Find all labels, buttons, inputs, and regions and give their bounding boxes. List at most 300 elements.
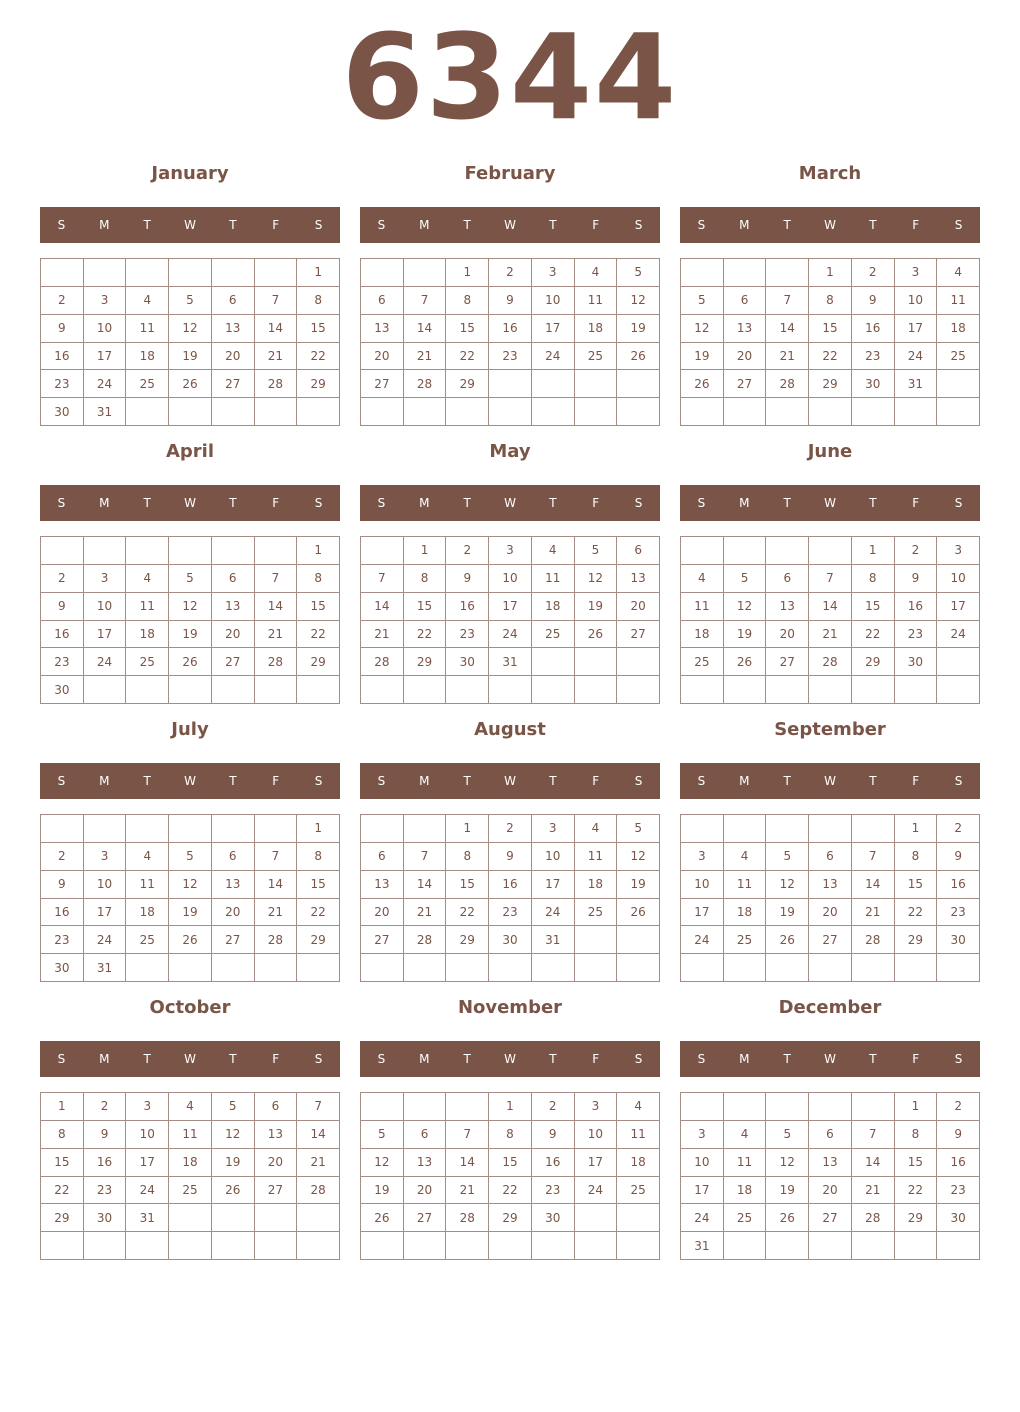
empty-cell <box>446 676 489 704</box>
empty-cell <box>489 676 532 704</box>
weekday-label: T <box>783 218 791 232</box>
weekday-label: W <box>504 496 516 510</box>
day-cell: 10 <box>681 1149 724 1177</box>
day-cell: 12 <box>766 871 809 899</box>
day-cell: 9 <box>532 1121 575 1149</box>
empty-cell <box>766 259 809 287</box>
empty-cell <box>681 259 724 287</box>
weekday-label: T <box>143 1052 151 1066</box>
day-cell: 3 <box>84 287 127 315</box>
day-cell: 26 <box>169 370 212 398</box>
day-cell: 13 <box>617 565 660 593</box>
weekday-label: T <box>783 496 791 510</box>
month-name: July <box>171 719 209 740</box>
empty-cell <box>126 815 169 843</box>
day-cell: 15 <box>404 593 447 621</box>
year-title: 6344 <box>341 8 679 146</box>
day-cell: 22 <box>297 899 340 927</box>
day-cell: 7 <box>297 1093 340 1121</box>
day-cell: 29 <box>895 926 938 954</box>
weekday-label: W <box>504 218 516 232</box>
empty-cell <box>404 954 447 982</box>
day-cell: 31 <box>489 648 532 676</box>
day-cell: 6 <box>255 1093 298 1121</box>
day-cell: 17 <box>84 899 127 927</box>
day-cell: 14 <box>255 871 298 899</box>
weekday-label: W <box>824 1052 836 1066</box>
weekday-header <box>680 1041 980 1077</box>
empty-cell <box>297 954 340 982</box>
day-cell: 27 <box>766 648 809 676</box>
day-cell: 4 <box>126 287 169 315</box>
day-cell: 8 <box>446 843 489 871</box>
empty-cell <box>766 954 809 982</box>
day-cell: 24 <box>489 621 532 649</box>
month-name: October <box>149 997 231 1018</box>
weekday-label: W <box>184 218 196 232</box>
day-cell: 16 <box>937 871 980 899</box>
empty-cell <box>361 1093 404 1121</box>
day-cell: 4 <box>126 565 169 593</box>
day-cell: 17 <box>895 315 938 343</box>
weekday-label: T <box>869 1052 877 1066</box>
day-cell: 9 <box>41 593 84 621</box>
empty-cell <box>489 370 532 398</box>
day-cell: 28 <box>297 1177 340 1205</box>
weekday-label: W <box>824 218 836 232</box>
weekday-label: S <box>314 218 323 232</box>
day-cell: 8 <box>809 287 852 315</box>
empty-cell <box>809 954 852 982</box>
weekday-label: S <box>954 774 963 788</box>
empty-cell <box>724 954 767 982</box>
empty-cell <box>255 398 298 426</box>
day-cell: 14 <box>404 315 447 343</box>
day-cell: 1 <box>297 815 340 843</box>
day-cell: 4 <box>617 1093 660 1121</box>
day-cell: 4 <box>169 1093 212 1121</box>
weekday-label: S <box>57 496 66 510</box>
day-cell: 17 <box>681 1177 724 1205</box>
day-cell: 26 <box>766 1204 809 1232</box>
day-cell: 5 <box>617 815 660 843</box>
empty-cell <box>895 1232 938 1260</box>
empty-cell <box>212 1204 255 1232</box>
day-cell: 31 <box>532 926 575 954</box>
weekday-header <box>40 485 340 521</box>
day-cell: 17 <box>84 621 127 649</box>
day-cell: 11 <box>575 287 618 315</box>
day-cell: 15 <box>297 871 340 899</box>
day-cell: 12 <box>169 871 212 899</box>
day-cell: 6 <box>212 843 255 871</box>
day-cell: 18 <box>126 621 169 649</box>
day-cell: 4 <box>575 259 618 287</box>
weekday-label: F <box>272 218 280 232</box>
weekday-label: S <box>634 218 643 232</box>
day-cell: 10 <box>681 871 724 899</box>
day-cell: 17 <box>489 593 532 621</box>
day-cell: 2 <box>937 1093 980 1121</box>
day-cell: 30 <box>41 398 84 426</box>
day-cell: 21 <box>255 899 298 927</box>
weekday-label: S <box>314 1052 323 1066</box>
weekday-header <box>40 763 340 799</box>
empty-cell <box>361 676 404 704</box>
day-cell: 26 <box>766 926 809 954</box>
day-cell: 23 <box>489 343 532 371</box>
empty-cell <box>169 815 212 843</box>
day-cell: 1 <box>446 815 489 843</box>
day-cell: 2 <box>895 537 938 565</box>
empty-cell <box>404 1232 447 1260</box>
day-cell: 7 <box>446 1121 489 1149</box>
day-cell: 25 <box>126 370 169 398</box>
day-cell: 23 <box>41 926 84 954</box>
day-cell: 3 <box>575 1093 618 1121</box>
day-cell: 3 <box>681 843 724 871</box>
empty-cell <box>617 926 660 954</box>
weekday-label: M <box>419 496 430 510</box>
day-cell: 22 <box>446 899 489 927</box>
day-cell: 3 <box>84 843 127 871</box>
weekday-label: T <box>229 1052 237 1066</box>
day-cell: 29 <box>895 1204 938 1232</box>
day-cell: 4 <box>724 1121 767 1149</box>
day-cell: 3 <box>84 565 127 593</box>
day-cell: 27 <box>212 648 255 676</box>
day-cell: 18 <box>724 899 767 927</box>
day-cell: 25 <box>126 926 169 954</box>
weekday-label: F <box>272 496 280 510</box>
day-cell: 12 <box>766 1149 809 1177</box>
day-cell: 17 <box>532 871 575 899</box>
day-cell: 15 <box>297 593 340 621</box>
empty-cell <box>809 676 852 704</box>
day-cell: 31 <box>84 954 127 982</box>
day-cell: 31 <box>126 1204 169 1232</box>
empty-cell <box>681 398 724 426</box>
day-cell: 28 <box>404 370 447 398</box>
day-cell: 13 <box>809 1149 852 1177</box>
day-cell: 28 <box>852 926 895 954</box>
empty-cell <box>809 1093 852 1121</box>
day-cell: 28 <box>852 1204 895 1232</box>
day-grid <box>40 1092 340 1260</box>
day-cell: 28 <box>809 648 852 676</box>
weekday-header <box>360 485 660 521</box>
day-cell: 14 <box>809 593 852 621</box>
day-cell: 20 <box>255 1149 298 1177</box>
day-cell: 20 <box>212 621 255 649</box>
day-cell: 23 <box>937 1177 980 1205</box>
day-cell: 20 <box>809 899 852 927</box>
day-cell: 7 <box>255 287 298 315</box>
day-cell: 13 <box>212 315 255 343</box>
day-cell: 24 <box>681 1204 724 1232</box>
empty-cell <box>255 1232 298 1260</box>
empty-cell <box>575 398 618 426</box>
weekday-label: M <box>739 774 750 788</box>
weekday-label: S <box>377 774 386 788</box>
day-cell: 7 <box>255 565 298 593</box>
day-cell: 15 <box>895 1149 938 1177</box>
day-cell: 3 <box>937 537 980 565</box>
empty-cell <box>41 815 84 843</box>
day-cell: 18 <box>617 1149 660 1177</box>
empty-cell <box>126 537 169 565</box>
day-cell: 19 <box>766 899 809 927</box>
day-cell: 30 <box>937 926 980 954</box>
month-name: August <box>474 719 546 740</box>
day-cell: 31 <box>84 398 127 426</box>
day-cell: 15 <box>895 871 938 899</box>
day-cell: 24 <box>575 1177 618 1205</box>
day-cell: 14 <box>446 1149 489 1177</box>
day-cell: 25 <box>724 1204 767 1232</box>
day-cell: 22 <box>404 621 447 649</box>
weekday-header <box>680 207 980 243</box>
day-cell: 25 <box>575 899 618 927</box>
day-grid <box>360 814 660 982</box>
empty-cell <box>169 1204 212 1232</box>
day-cell: 30 <box>41 954 84 982</box>
weekday-label: T <box>869 774 877 788</box>
empty-cell <box>297 398 340 426</box>
weekday-label: S <box>697 496 706 510</box>
day-cell: 27 <box>617 621 660 649</box>
day-cell: 24 <box>681 926 724 954</box>
day-cell: 19 <box>169 343 212 371</box>
day-cell: 22 <box>41 1177 84 1205</box>
day-cell: 23 <box>84 1177 127 1205</box>
empty-cell <box>404 1093 447 1121</box>
day-cell: 16 <box>41 621 84 649</box>
day-cell: 18 <box>681 621 724 649</box>
weekday-label: S <box>697 1052 706 1066</box>
empty-cell <box>681 815 724 843</box>
day-cell: 14 <box>255 593 298 621</box>
day-cell: 12 <box>724 593 767 621</box>
weekday-label: F <box>272 774 280 788</box>
day-cell: 19 <box>724 621 767 649</box>
day-grid <box>360 258 660 426</box>
empty-cell <box>852 954 895 982</box>
day-cell: 19 <box>681 343 724 371</box>
weekday-label: T <box>229 496 237 510</box>
day-grid <box>40 258 340 426</box>
day-cell: 6 <box>724 287 767 315</box>
day-cell: 8 <box>895 843 938 871</box>
weekday-label: M <box>739 496 750 510</box>
day-cell: 29 <box>404 648 447 676</box>
empty-cell <box>766 815 809 843</box>
day-cell: 10 <box>126 1121 169 1149</box>
day-cell: 1 <box>489 1093 532 1121</box>
day-grid <box>680 536 980 704</box>
empty-cell <box>126 676 169 704</box>
day-cell: 8 <box>297 287 340 315</box>
empty-cell <box>361 815 404 843</box>
day-cell: 18 <box>724 1177 767 1205</box>
empty-cell <box>681 954 724 982</box>
empty-cell <box>724 259 767 287</box>
day-cell: 17 <box>84 343 127 371</box>
weekday-label: S <box>57 1052 66 1066</box>
day-cell: 7 <box>809 565 852 593</box>
empty-cell <box>724 676 767 704</box>
weekday-label: W <box>504 1052 516 1066</box>
empty-cell <box>361 537 404 565</box>
empty-cell <box>255 259 298 287</box>
day-cell: 8 <box>489 1121 532 1149</box>
empty-cell <box>446 1093 489 1121</box>
empty-cell <box>212 1232 255 1260</box>
empty-cell <box>169 259 212 287</box>
day-cell: 8 <box>446 287 489 315</box>
day-cell: 11 <box>937 287 980 315</box>
day-cell: 2 <box>41 565 84 593</box>
empty-cell <box>532 1232 575 1260</box>
day-cell: 29 <box>489 1204 532 1232</box>
day-cell: 21 <box>361 621 404 649</box>
empty-cell <box>212 815 255 843</box>
day-cell: 29 <box>297 926 340 954</box>
day-cell: 11 <box>724 1149 767 1177</box>
day-cell: 5 <box>724 565 767 593</box>
empty-cell <box>212 398 255 426</box>
day-cell: 11 <box>724 871 767 899</box>
day-cell: 25 <box>724 926 767 954</box>
empty-cell <box>297 1204 340 1232</box>
day-cell: 19 <box>575 593 618 621</box>
day-cell: 13 <box>404 1149 447 1177</box>
empty-cell <box>297 1232 340 1260</box>
day-cell: 11 <box>681 593 724 621</box>
day-cell: 17 <box>937 593 980 621</box>
month-name: March <box>798 163 862 184</box>
day-cell: 24 <box>84 370 127 398</box>
day-cell: 15 <box>809 315 852 343</box>
day-cell: 16 <box>489 315 532 343</box>
day-cell: 8 <box>297 843 340 871</box>
day-cell: 30 <box>41 676 84 704</box>
empty-cell <box>532 648 575 676</box>
weekday-label: T <box>229 218 237 232</box>
day-cell: 14 <box>255 315 298 343</box>
day-cell: 19 <box>766 1177 809 1205</box>
weekday-label: S <box>377 496 386 510</box>
day-cell: 28 <box>404 926 447 954</box>
day-cell: 13 <box>361 871 404 899</box>
day-cell: 22 <box>852 621 895 649</box>
weekday-label: M <box>739 1052 750 1066</box>
day-cell: 12 <box>617 287 660 315</box>
empty-cell <box>575 676 618 704</box>
day-cell: 13 <box>212 593 255 621</box>
weekday-label: F <box>592 774 600 788</box>
day-cell: 14 <box>852 1149 895 1177</box>
day-cell: 5 <box>169 565 212 593</box>
weekday-label: S <box>314 774 323 788</box>
day-cell: 24 <box>84 648 127 676</box>
day-cell: 26 <box>617 343 660 371</box>
day-cell: 23 <box>41 370 84 398</box>
day-cell: 18 <box>126 899 169 927</box>
weekday-label: M <box>99 774 110 788</box>
weekday-label: S <box>377 1052 386 1066</box>
empty-cell <box>404 259 447 287</box>
day-cell: 5 <box>169 843 212 871</box>
weekday-label: W <box>824 496 836 510</box>
day-cell: 11 <box>126 315 169 343</box>
day-cell: 27 <box>212 926 255 954</box>
day-cell: 29 <box>809 370 852 398</box>
empty-cell <box>169 676 212 704</box>
day-cell: 4 <box>724 843 767 871</box>
day-cell: 7 <box>766 287 809 315</box>
weekday-label: M <box>99 218 110 232</box>
day-cell: 13 <box>809 871 852 899</box>
weekday-label: W <box>504 774 516 788</box>
day-cell: 4 <box>126 843 169 871</box>
day-cell: 9 <box>489 843 532 871</box>
day-grid <box>680 814 980 982</box>
day-cell: 16 <box>532 1149 575 1177</box>
weekday-label: F <box>272 1052 280 1066</box>
day-cell: 27 <box>361 926 404 954</box>
empty-cell <box>766 1093 809 1121</box>
day-cell: 12 <box>681 315 724 343</box>
day-grid <box>40 814 340 982</box>
day-cell: 5 <box>169 287 212 315</box>
day-grid <box>40 536 340 704</box>
day-cell: 20 <box>766 621 809 649</box>
empty-cell <box>937 370 980 398</box>
day-cell: 8 <box>297 565 340 593</box>
day-cell: 1 <box>809 259 852 287</box>
day-cell: 30 <box>532 1204 575 1232</box>
day-cell: 20 <box>361 343 404 371</box>
month-name: February <box>464 163 556 184</box>
empty-cell <box>617 398 660 426</box>
weekday-label: T <box>463 218 471 232</box>
weekday-label: S <box>377 218 386 232</box>
weekday-label: S <box>634 496 643 510</box>
empty-cell <box>766 537 809 565</box>
weekday-label: T <box>463 1052 471 1066</box>
empty-cell <box>212 259 255 287</box>
weekday-label: M <box>419 1052 430 1066</box>
empty-cell <box>617 1232 660 1260</box>
empty-cell <box>617 648 660 676</box>
day-cell: 2 <box>937 815 980 843</box>
weekday-label: T <box>869 218 877 232</box>
empty-cell <box>126 1232 169 1260</box>
day-cell: 20 <box>212 899 255 927</box>
day-cell: 17 <box>681 899 724 927</box>
day-cell: 2 <box>532 1093 575 1121</box>
month-name: January <box>151 163 229 184</box>
day-cell: 12 <box>575 565 618 593</box>
day-cell: 20 <box>361 899 404 927</box>
day-cell: 30 <box>895 648 938 676</box>
weekday-label: S <box>57 218 66 232</box>
day-cell: 6 <box>212 565 255 593</box>
empty-cell <box>724 1232 767 1260</box>
day-grid <box>360 1092 660 1260</box>
empty-cell <box>84 1232 127 1260</box>
